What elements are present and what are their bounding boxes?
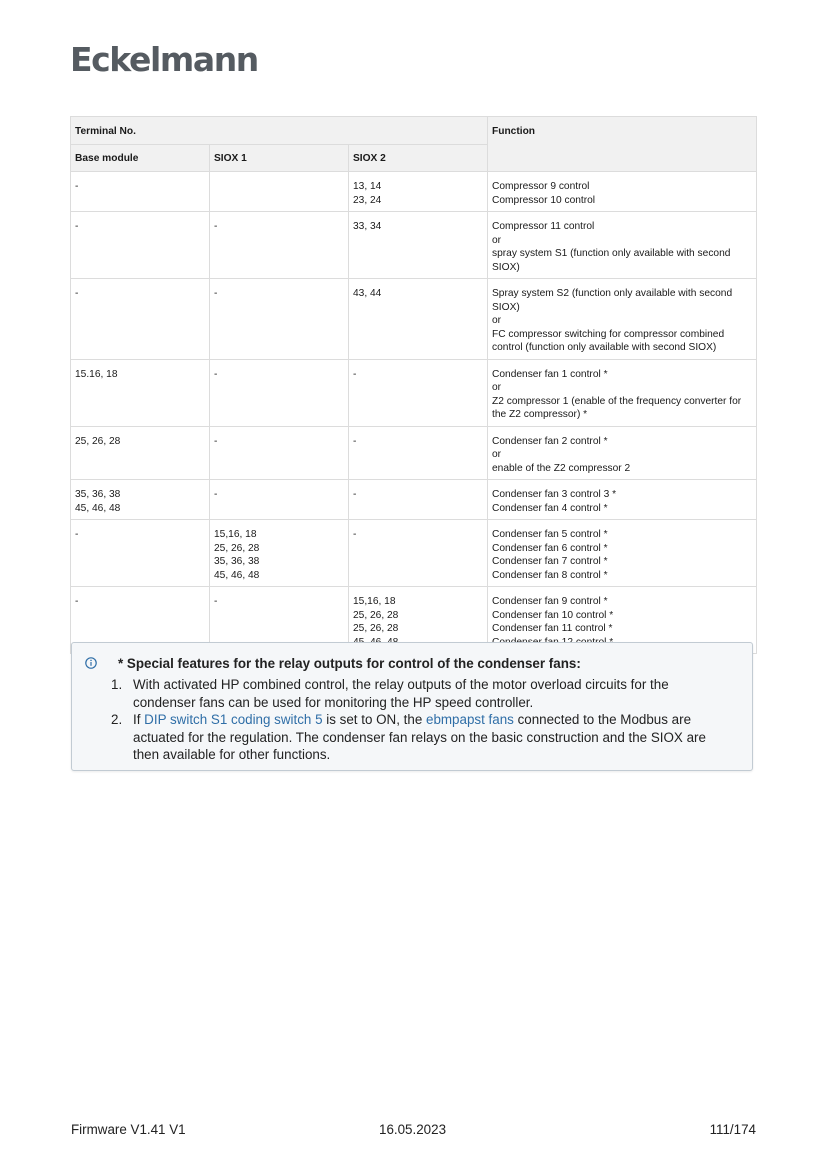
cell-siox2 bbox=[349, 520, 488, 587]
header-base-module: Base module bbox=[71, 145, 210, 172]
cell-line: 45, 46, 48 bbox=[214, 569, 260, 581]
header-siox2: SIOX 2 bbox=[349, 145, 488, 172]
cell-line: Condenser fan 11 control * bbox=[492, 623, 613, 634]
cell-line: 33, 34 bbox=[353, 221, 382, 232]
cell-siox1 bbox=[210, 359, 349, 426]
cell-line: enable of the Z2 compressor 2 bbox=[492, 462, 631, 474]
note-item-1 bbox=[111, 676, 731, 711]
cell-line: or bbox=[492, 234, 502, 246]
footer-date: 16.05.2023 bbox=[379, 1122, 447, 1137]
cell-siox2 bbox=[349, 480, 488, 520]
note-item-text: With activated HP combined control, the relay outputs of the motor overload circuits for the condenser fans can be used for monitoring the HP speed controller. bbox=[133, 677, 669, 710]
cell-line: or bbox=[492, 315, 502, 326]
table-row bbox=[71, 520, 757, 587]
cell-line: Condenser fan 8 control * bbox=[492, 569, 608, 581]
cell-line: 35, 36, 38 bbox=[75, 489, 121, 500]
cell-line: Condenser fan 1 control * bbox=[492, 368, 608, 380]
cell-function bbox=[488, 359, 757, 426]
ebmpapst-fans-link[interactable]: ebmpapst fans bbox=[426, 712, 514, 727]
table-row bbox=[71, 426, 757, 480]
cell-siox1 bbox=[210, 279, 349, 360]
cell-function bbox=[488, 172, 757, 212]
cell-siox1 bbox=[210, 426, 349, 480]
cell-line: - bbox=[75, 181, 79, 192]
note-item-prefix: If bbox=[133, 712, 145, 727]
header-siox1: SIOX 1 bbox=[210, 145, 349, 172]
cell-siox2 bbox=[349, 426, 488, 480]
cell-line: Compressor 9 control bbox=[492, 181, 590, 192]
cell-base bbox=[71, 212, 210, 279]
cell-line: Compressor 11 control bbox=[492, 221, 595, 232]
cell-line: 43, 44 bbox=[353, 288, 382, 299]
cell-line: 25, 26, 28 bbox=[75, 435, 121, 447]
cell-function bbox=[488, 426, 757, 480]
cell-function bbox=[488, 480, 757, 520]
table-row bbox=[71, 480, 757, 520]
cell-line: - bbox=[214, 288, 218, 299]
cell-line: - bbox=[214, 489, 218, 500]
cell-line: Condenser fan 10 control * bbox=[492, 609, 614, 621]
cell-line: Condenser fan 3 control 3 * bbox=[492, 489, 617, 500]
cell-line: 35, 36, 38 bbox=[214, 556, 260, 567]
cell-line: Condenser fan 4 control * bbox=[492, 502, 608, 514]
cell-line: - bbox=[353, 529, 357, 540]
header-terminal-no: Terminal No. bbox=[71, 117, 488, 145]
cell-line: spray system S1 (function only available with second SIOX) bbox=[492, 248, 734, 273]
cell-base bbox=[71, 172, 210, 212]
cell-line: Condenser fan 7 control * bbox=[492, 556, 608, 567]
cell-line: 15.16, 18 bbox=[75, 368, 118, 380]
cell-line: Compressor 10 control bbox=[492, 194, 596, 206]
cell-line: - bbox=[214, 435, 218, 447]
cell-siox2 bbox=[349, 359, 488, 426]
header-function: Function bbox=[488, 117, 757, 172]
note-item-middle: is set to ON, the bbox=[322, 712, 426, 727]
cell-line: Condenser fan 6 control * bbox=[492, 542, 608, 554]
cell-siox2 bbox=[349, 212, 488, 279]
cell-line: or bbox=[492, 449, 502, 460]
cell-siox1 bbox=[210, 520, 349, 587]
eckelmann-logo: Eckelmann bbox=[70, 40, 258, 79]
info-icon bbox=[85, 657, 97, 669]
note-item-number: 2. bbox=[111, 712, 123, 727]
table-row bbox=[71, 212, 757, 279]
footer-firmware: Firmware V1.41 V1 bbox=[71, 1122, 186, 1137]
note-item-suffix: connected to the Modbus are actuated for the regulation. The condenser fan relays on the basic construction and the SIOX are then available for other functions. bbox=[133, 712, 706, 762]
note-item-2 bbox=[111, 711, 731, 764]
cell-siox1 bbox=[210, 480, 349, 520]
cell-line: FC compressor switching for compressor combined control (function only available with second SIOX) bbox=[492, 328, 727, 353]
cell-line: Spray system S2 (function only available with second SIOX) bbox=[492, 288, 735, 313]
cell-line: or bbox=[492, 382, 502, 393]
note-title: * Special features for the relay outputs for control of the condenser fans: bbox=[118, 656, 581, 671]
cell-base bbox=[71, 480, 210, 520]
cell-line: - bbox=[75, 221, 79, 232]
cell-function bbox=[488, 520, 757, 587]
cell-function bbox=[488, 212, 757, 279]
cell-line: - bbox=[214, 596, 218, 607]
cell-line: 45, 46, 48 bbox=[75, 502, 121, 514]
cell-base bbox=[71, 279, 210, 360]
cell-line: - bbox=[214, 368, 218, 380]
cell-base bbox=[71, 426, 210, 480]
table-row bbox=[71, 279, 757, 360]
table-row bbox=[71, 172, 757, 212]
cell-line: - bbox=[75, 529, 79, 540]
footer-page: 111/174 bbox=[709, 1122, 756, 1137]
cell-base bbox=[71, 359, 210, 426]
dip-switch-link[interactable]: DIP switch S1 coding switch 5 bbox=[144, 712, 323, 727]
cell-line: 25, 26, 28 bbox=[353, 609, 399, 621]
cell-line: 25, 26, 28 bbox=[353, 623, 399, 634]
cell-line: Condenser fan 2 control * bbox=[492, 435, 608, 447]
table-row bbox=[71, 359, 757, 426]
cell-line: 13, 14 bbox=[353, 181, 382, 192]
cell-line: - bbox=[353, 489, 357, 500]
cell-line: - bbox=[353, 435, 357, 447]
cell-line: - bbox=[75, 596, 79, 607]
cell-function bbox=[488, 279, 757, 360]
cell-line: 15,16, 18 bbox=[353, 596, 396, 607]
cell-base bbox=[71, 520, 210, 587]
cell-line: 23, 24 bbox=[353, 194, 382, 206]
cell-line: - bbox=[75, 288, 79, 299]
cell-siox2 bbox=[349, 279, 488, 360]
cell-line: 25, 26, 28 bbox=[214, 542, 260, 554]
cell-line: Condenser fan 9 control * bbox=[492, 596, 608, 607]
cell-line: Condenser fan 5 control * bbox=[492, 529, 608, 540]
info-note bbox=[71, 642, 753, 771]
note-list bbox=[111, 676, 731, 764]
cell-line: Z2 compressor 1 (enable of the frequency converter for the Z2 compressor) * bbox=[492, 395, 745, 420]
table-body bbox=[71, 172, 757, 654]
cell-siox2 bbox=[349, 172, 488, 212]
cell-siox1 bbox=[210, 212, 349, 279]
cell-line: - bbox=[353, 368, 357, 380]
cell-line: 15,16, 18 bbox=[214, 529, 257, 540]
terminal-table bbox=[70, 116, 757, 654]
note-item-number: 1. bbox=[111, 677, 123, 692]
cell-siox1 bbox=[210, 172, 349, 212]
cell-line: - bbox=[214, 221, 218, 232]
